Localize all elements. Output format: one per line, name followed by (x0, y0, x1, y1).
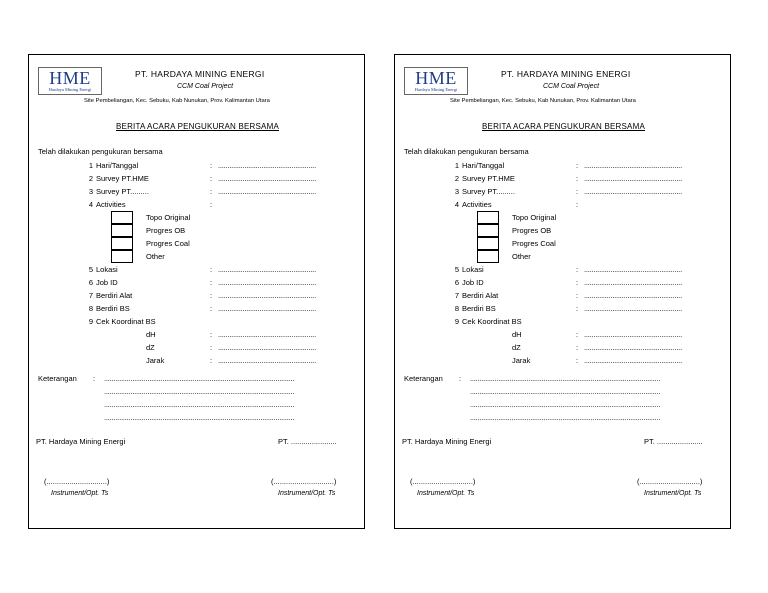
activity-label-progres-coal: Progres Coal (146, 239, 190, 248)
item-label-berdiri-alat: Berdiri Alat (96, 291, 133, 300)
item-colon: : (576, 330, 579, 339)
item-number: 7 (88, 291, 93, 300)
item-label-survey-pt: Survey PT......... (462, 187, 515, 196)
activity-label-topo-original: Topo Original (146, 213, 191, 222)
item-number: 4 (454, 200, 459, 209)
keterangan-colon: : (93, 374, 96, 383)
hme-logo (38, 67, 102, 95)
keterangan-line: ..................................................................................................... (470, 374, 661, 383)
item-number: 5 (454, 265, 459, 274)
item-label-lokasi: Lokasi (462, 265, 484, 274)
company-name: PT. HARDAYA MINING ENERGI (135, 69, 265, 79)
item-label-berdiri-alat: Berdiri Alat (462, 291, 499, 300)
item-fill-line: .................................................... (584, 356, 682, 365)
project-name: CCM Coal Project (543, 83, 600, 90)
item-fill-line: .................................................... (218, 265, 316, 274)
activity-label-progres-ob: Progres OB (146, 226, 186, 235)
item-fill-line: .................................................... (584, 278, 682, 287)
checkbox-other[interactable] (111, 250, 133, 263)
item-colon: : (210, 291, 213, 300)
hme-logo (404, 67, 468, 95)
item-fill-line: .................................................... (218, 161, 316, 170)
item-label-cek-koordinat: Cek Koordinat BS (462, 317, 522, 326)
item-number: 3 (88, 187, 93, 196)
item-label-activities: Activities (462, 200, 492, 209)
coord-label-dz: dZ (512, 343, 521, 352)
keterangan-label: Keterangan (38, 374, 77, 383)
signature-right-role: Instrument/Opt. Ts (278, 490, 336, 497)
item-fill-line: .................................................... (584, 265, 682, 274)
checkbox-other[interactable] (477, 250, 499, 263)
coord-label-dz: dZ (146, 343, 155, 352)
document-title: BERITA ACARA PENGUKURAN BERSAMA (116, 122, 279, 131)
activity-label-progres-coal: Progres Coal (512, 239, 556, 248)
signature-left-name: (.............................) (410, 477, 476, 486)
item-fill-line: .................................................... (218, 304, 316, 313)
keterangan-line: ..................................................................................................... (104, 387, 295, 396)
item-colon: : (576, 161, 579, 170)
item-colon: : (576, 278, 579, 287)
checkbox-progres-ob[interactable] (111, 224, 133, 237)
item-number: 8 (454, 304, 459, 313)
signature-left-company: PT. Hardaya Mining Energi (402, 437, 492, 446)
item-label-job-id: Job ID (96, 278, 118, 287)
signature-left-company: PT. Hardaya Mining Energi (36, 437, 126, 446)
item-colon: : (576, 356, 579, 365)
item-label-hari-tanggal: Hari/Tanggal (96, 161, 139, 170)
item-label-hari-tanggal: Hari/Tanggal (462, 161, 505, 170)
item-fill-line: .................................................... (584, 291, 682, 300)
item-colon: : (210, 161, 213, 170)
item-colon: : (576, 265, 579, 274)
item-number: 2 (88, 174, 93, 183)
keterangan-line: ..................................................................................................... (470, 400, 661, 409)
item-fill-line: .................................................... (218, 330, 316, 339)
signature-left-role: Instrument/Opt. Ts (51, 490, 109, 497)
item-number: 4 (88, 200, 93, 209)
coord-label-dh: dH (512, 330, 522, 339)
signature-right-name: (.............................) (271, 477, 337, 486)
item-number: 6 (88, 278, 93, 287)
signature-left-name: (.............................) (44, 477, 110, 486)
activity-label-other: Other (146, 252, 165, 261)
item-colon: : (576, 304, 579, 313)
item-fill-line: .................................................... (218, 291, 316, 300)
item-colon: : (210, 200, 213, 209)
keterangan-line: ..................................................................................................... (104, 413, 295, 422)
item-colon: : (576, 187, 579, 196)
item-label-survey-pt: Survey PT......... (96, 187, 149, 196)
item-label-berdiri-bs: Berdiri BS (462, 304, 496, 313)
item-fill-line: .................................................... (218, 343, 316, 352)
item-fill-line: .................................................... (584, 330, 682, 339)
item-fill-line: .................................................... (584, 304, 682, 313)
item-number: 1 (88, 161, 93, 170)
item-label-job-id: Job ID (462, 278, 484, 287)
signature-right-name: (.............................) (637, 477, 703, 486)
item-number: 6 (454, 278, 459, 287)
item-number: 2 (454, 174, 459, 183)
checkbox-topo-original[interactable] (111, 211, 133, 224)
item-label-lokasi: Lokasi (96, 265, 118, 274)
checkbox-progres-ob[interactable] (477, 224, 499, 237)
keterangan-line: ..................................................................................................... (104, 374, 295, 383)
coord-label-jarak: Jarak (146, 356, 165, 365)
item-label-survey-hme: Survey PT.HME (462, 174, 515, 183)
item-label-cek-koordinat: Cek Koordinat BS (96, 317, 156, 326)
berita-acara-form-left (28, 54, 365, 529)
logo-subtext: Hardaya Mining Energi (48, 87, 92, 92)
berita-acara-form-right (394, 54, 731, 529)
item-number: 7 (454, 291, 459, 300)
item-colon: : (576, 291, 579, 300)
checkbox-topo-original[interactable] (477, 211, 499, 224)
checkbox-progres-coal[interactable] (111, 237, 133, 250)
keterangan-colon: : (459, 374, 462, 383)
item-colon: : (576, 174, 579, 183)
item-label-survey-hme: Survey PT.HME (96, 174, 149, 183)
item-fill-line: .................................................... (584, 343, 682, 352)
company-name: PT. HARDAYA MINING ENERGI (501, 69, 631, 79)
intro-text: Telah dilakukan pengukuran bersama (404, 147, 529, 156)
item-number: 5 (88, 265, 93, 274)
keterangan-line: ..................................................................................................... (104, 400, 295, 409)
signature-right-company: PT. ...................... (278, 437, 337, 446)
signature-left-role: Instrument/Opt. Ts (417, 490, 475, 497)
item-number: 8 (88, 304, 93, 313)
signature-right-role: Instrument/Opt. Ts (644, 490, 702, 497)
item-colon: : (210, 174, 213, 183)
item-number: 9 (88, 317, 93, 326)
item-colon: : (210, 304, 213, 313)
keterangan-label: Keterangan (404, 374, 443, 383)
coord-label-dh: dH (146, 330, 156, 339)
site-address: Site Pembeliangan, Kec. Sebuku, Kab Nunukan, Prov. Kalimantan Utara (84, 98, 270, 104)
activity-label-progres-ob: Progres OB (512, 226, 552, 235)
item-label-activities: Activities (96, 200, 126, 209)
keterangan-line: ..................................................................................................... (470, 387, 661, 396)
item-colon: : (210, 187, 213, 196)
keterangan-line: ..................................................................................................... (470, 413, 661, 422)
item-fill-line: .................................................... (584, 161, 682, 170)
item-colon: : (210, 343, 213, 352)
item-colon: : (210, 265, 213, 274)
item-fill-line: .................................................... (584, 174, 682, 183)
activity-label-topo-original: Topo Original (512, 213, 557, 222)
logo-subtext: Hardaya Mining Energi (414, 87, 458, 92)
item-colon: : (576, 343, 579, 352)
logo-text: HME (415, 68, 457, 88)
project-name: CCM Coal Project (177, 83, 234, 90)
item-fill-line: .................................................... (218, 278, 316, 287)
coord-label-jarak: Jarak (512, 356, 531, 365)
checkbox-progres-coal[interactable] (477, 237, 499, 250)
signature-right-company: PT. ...................... (644, 437, 703, 446)
item-fill-line: .................................................... (218, 356, 316, 365)
item-colon: : (210, 278, 213, 287)
site-address: Site Pembeliangan, Kec. Sebuku, Kab Nunukan, Prov. Kalimantan Utara (450, 98, 636, 104)
item-colon: : (210, 356, 213, 365)
logo-text: HME (49, 68, 91, 88)
item-number: 1 (454, 161, 459, 170)
intro-text: Telah dilakukan pengukuran bersama (38, 147, 163, 156)
item-fill-line: .................................................... (584, 187, 682, 196)
activity-label-other: Other (512, 252, 531, 261)
item-number: 3 (454, 187, 459, 196)
item-number: 9 (454, 317, 459, 326)
item-fill-line: .................................................... (218, 174, 316, 183)
item-label-berdiri-bs: Berdiri BS (96, 304, 130, 313)
item-colon: : (576, 200, 579, 209)
document-title: BERITA ACARA PENGUKURAN BERSAMA (482, 122, 645, 131)
item-fill-line: .................................................... (218, 187, 316, 196)
item-colon: : (210, 330, 213, 339)
